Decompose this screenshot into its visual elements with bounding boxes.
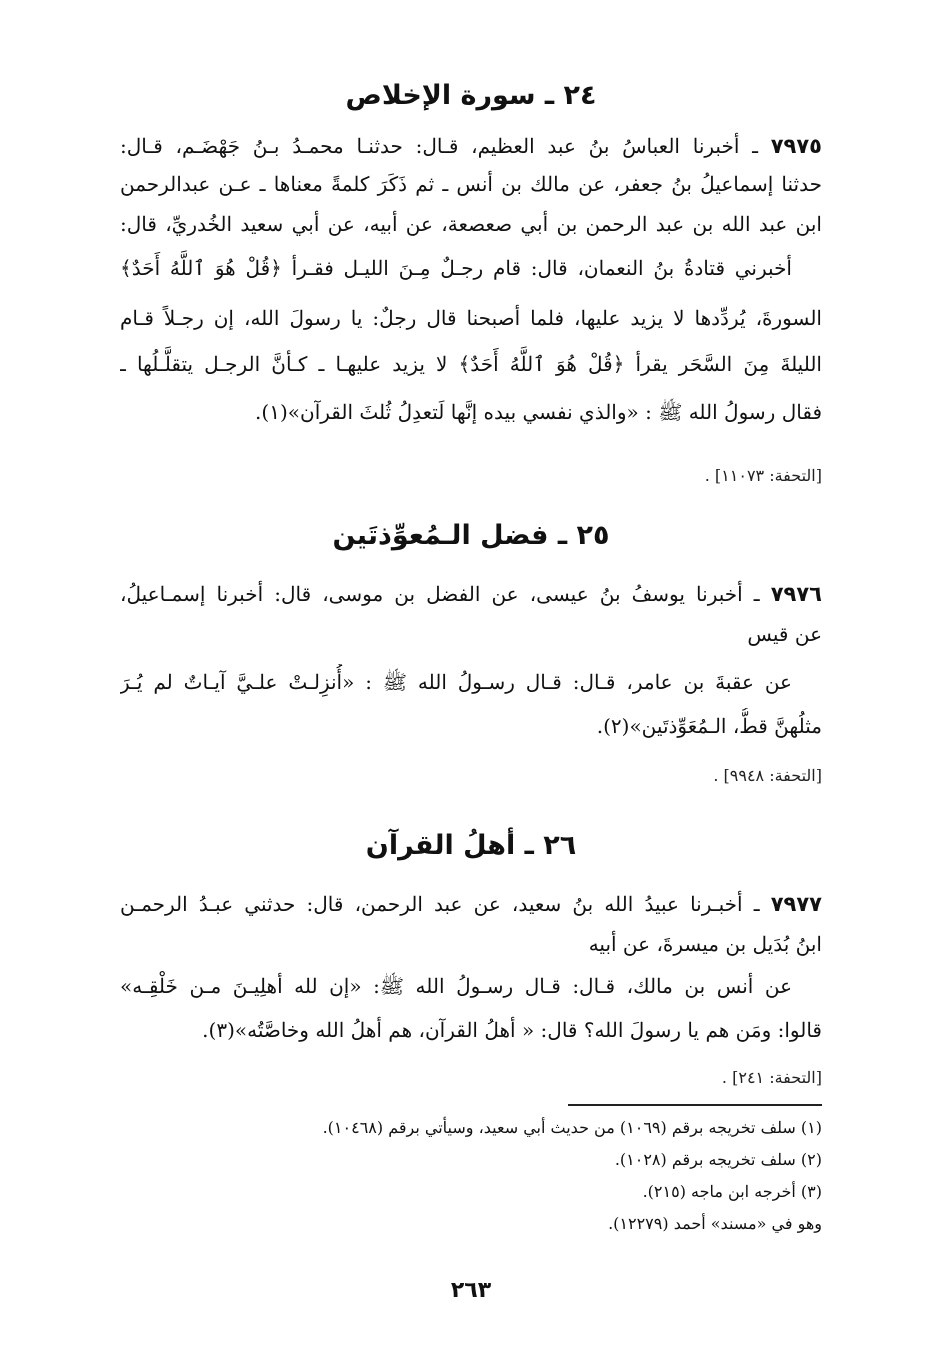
hadith-7975-line-1: ٧٩٧٥ ـ أخبرنا العباسُ بنُ عبد العظيم، قـال: حدثنـا محمـدُ بـنُ جَهْضَـم، قـال: [120,134,822,158]
hadith-7976-line-2: عن قيس [747,622,822,646]
hadith-7975-line-3: ابن عبد الله بن عبد الرحمن بن أبي صعصعة، عن أبيه، عن أبي سعيد الخُدريِّ، قال: [120,212,822,236]
tuhfa-reference: [التحفة: ١١٠٧٣] . [704,466,822,485]
hadith-7975-line-4: أخبرني قتادةُ بنُ النعمان، قال: قام رجـلٌ مِـنَ الليـل فقـرأ ﴿قُلْ هُوَ ٱللَّهُ أَحَدٌ﴾ [120,256,792,280]
hadith-7975-line-7: فقال رسولُ الله ﷺ : «والذي نفسي بيده إنَّها لَتعدِلُ ثُلثَ القرآن»(١). [255,400,822,424]
hadith-7975-line-5: السورةَ، يُردِّدها لا يزيد عليها، فلما أصبحنا قال رجلٌ: يا رسولَ الله، إن رجـلاً قـام [120,306,822,330]
hadith-7976-line-1: ٧٩٧٦ ـ أخبرنا يوسفُ بنُ عيسى، عن الفضل بن موسى، قال: أخبرنا إسمـاعيلُ، [120,582,822,606]
footnote-separator [568,1104,822,1106]
tuhfa-reference: [التحفة: ٩٩٤٨] . [713,766,822,785]
section-title-ahl-al-quran: ٢٦ ـ أهلُ القرآن [365,830,577,861]
hadith-7975-line-2: حدثنا إسماعيلُ بنُ جعفر، عن مالك بن أنس ـ ثم ذَكَرَ كلمةً معناها ـ عـن عبدالرحمن [120,172,822,196]
hadith-7976-line-4: مثلُهنَّ قطُّ، الـمُعَوِّذتَين»(٢). [596,714,822,738]
section-title-ikhlas: ٢٤ ـ سورة الإخلاص [345,80,597,111]
page-number: ٢٦٣ [450,1278,492,1303]
hadith-7977-line-3: عن أنس بن مالك، قـال: قـال رسـولُ الله ﷺ: «إن لله أهلِيـنَ مـن خَلْقِـه» [120,974,792,998]
hadith-7977-line-2: ابنُ بُدَيل بن ميسرةَ، عن أبيه [588,932,822,956]
hadith-7976-line-3: عن عقبةَ بن عامر، قـال: قـال رسـولُ الله ﷺ : «أُنزِلـتْ علـيَّ آيـاتٌ لم يُـرَ [120,670,792,694]
hadith-7977-line-4: قالوا: ومَن هم يا رسولَ الله؟ قال: « أهلُ القرآن، هم أهلُ الله وخاصَّتُه»(٣). [202,1018,822,1042]
footnote-3: (٣) أخرجه ابن ماجه (٢١٥). [642,1182,822,1201]
footnote-1: (١) سلف تخريجه برقم (١٠٦٩) من حديث أبي سعيد، وسيأتي برقم (١٠٤٦٨). [322,1118,822,1137]
hadith-7975-line-6: الليلةَ مِنَ السَّحَر يقرأ ﴿قُلْ هُوَ ٱللَّهُ أَحَدٌ﴾ لا يزيد عليهـا ـ كـأنَّ الرجـل يتقلَّـلُها ـ [120,352,822,376]
section-title-muawwidhatayn: ٢٥ ـ فضل الـمُعوِّذتَين [332,520,610,551]
footnote-3-continuation: وهو في «مسند» أحمد (١٢٢٧٩). [608,1214,822,1233]
hadith-number: ٧٩٧٦ [770,582,822,606]
hadith-number: ٧٩٧٥ [770,134,822,158]
footnote-2: (٢) سلف تخريجه برقم (١٠٢٨). [614,1150,822,1169]
hadith-7977-line-1: ٧٩٧٧ ـ أخبـرنا عبيدُ الله بنُ سعيد، عن عبد الرحمن، قال: حدثني عبـدُ الرحمـن [120,892,822,916]
tuhfa-reference: [التحفة: ٢٤١] . [721,1068,822,1087]
hadith-number: ٧٩٧٧ [770,892,822,916]
